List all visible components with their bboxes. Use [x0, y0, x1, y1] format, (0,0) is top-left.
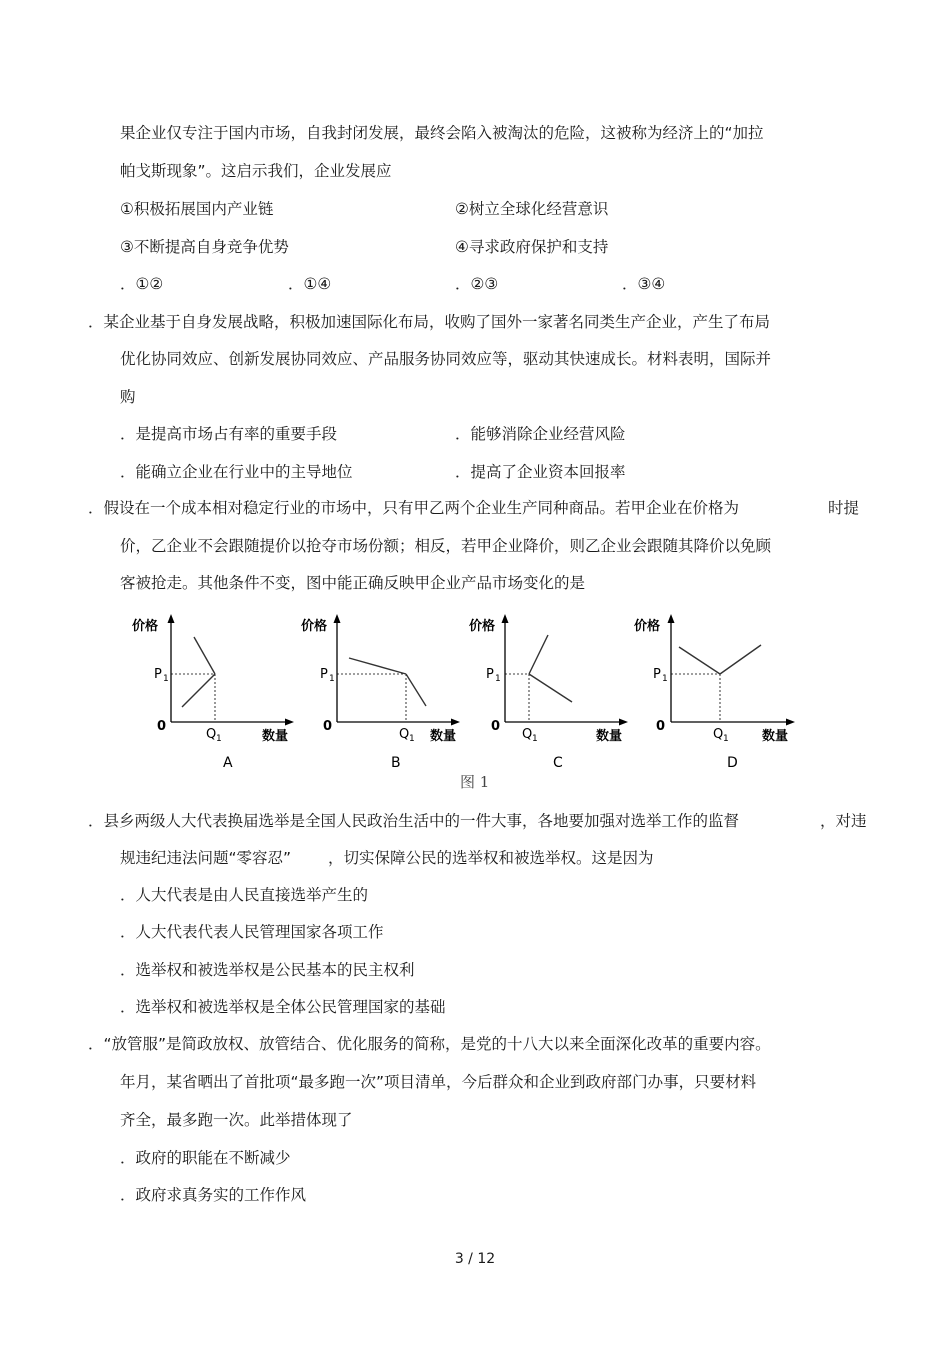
graph-c-xlabel: 数量 — [596, 729, 623, 744]
graph-d-ylabel: 价格 — [634, 619, 661, 634]
q-d-choice-b: ．人大代表代表人民管理国家各项工作 — [120, 923, 384, 941]
q-b-line-3: 购 — [120, 388, 136, 406]
q-e-choice-a: ．政府的职能在不断减少 — [120, 1149, 291, 1167]
q-d-line-2: 规违纪违法问题“零容忍” — [120, 849, 292, 867]
svg-text:1: 1 — [495, 674, 501, 684]
q-d-choice-c: ．选举权和被选举权是公民基本的民主权利 — [120, 961, 415, 979]
svg-text:1: 1 — [532, 734, 538, 744]
graph-b-ylabel: 价格 — [301, 619, 328, 634]
q-b-line-2: 优化协同效应、创新发展协同效应、产品服务协同效应等，驱动其快速成长。材料表明，国际并 — [120, 350, 772, 368]
graph-b-upper-curve — [349, 658, 406, 674]
graph-a-xlabel: 数量 — [262, 729, 289, 744]
q-a-item-4: ④寻求政府保护和支持 — [455, 238, 609, 256]
graph-c-ylabel: 价格 — [469, 619, 496, 634]
q-b-choice-d: ．提高了企业资本回报率 — [455, 463, 626, 481]
q-c-line-3: 客被抢走。其他条件不变，图中能正确反映甲企业产品市场变化的是 — [120, 574, 586, 592]
graph-c-origin: 0 — [491, 719, 501, 734]
graph-c-q-label: Q — [522, 727, 533, 742]
q-a-item-3: ③不断提高自身竞争优势 — [120, 238, 289, 256]
graph-a-lower-curve — [182, 674, 215, 707]
q-d-line-2-end: ，切实保障公民的选举权和被选举权。这是因为 — [328, 849, 654, 867]
graph-d-p-label: P — [653, 667, 661, 682]
graph-a-origin: 0 — [157, 719, 167, 734]
q-b-line-1: ．某企业基于自身发展战略，积极加速国际化布局，收购了国外一家著名同类生产企业，产生了布局 — [88, 313, 771, 331]
q-a-choice-b: ．①④ — [288, 275, 332, 293]
q-c-line-1: ．假设在一个成本相对稳定行业的市场中，只有甲乙两个企业生产同种商品。若甲企业在价格为 — [88, 499, 740, 517]
svg-text:1: 1 — [216, 734, 222, 744]
graph-d-left-curve — [679, 647, 720, 674]
graph-b-letter: B — [391, 755, 401, 771]
graph-c-letter: C — [553, 755, 563, 771]
q-a-item-1: ①积极拓展国内产业链 — [120, 200, 274, 218]
graph-c-upper-curve — [529, 635, 548, 674]
graph-a-upper-curve — [194, 637, 215, 674]
svg-text:1: 1 — [662, 674, 668, 684]
graph-a-p-label: P — [154, 667, 162, 682]
svg-text:1: 1 — [163, 674, 169, 684]
graph-b-origin: 0 — [323, 719, 333, 734]
q-b-choice-a: ．是提高市场占有率的重要手段 — [120, 425, 338, 443]
graph-d-xlabel: 数量 — [762, 729, 789, 744]
q-d-choice-a: ．人大代表是由人民直接选举产生的 — [120, 886, 369, 904]
q-a-choice-d: ．③④ — [622, 275, 666, 293]
svg-text:1: 1 — [723, 734, 729, 744]
q-a-line-1: 果企业仅专注于国内市场，自我封闭发展，最终会陷入被淘汰的危险，这被称为经济上的“加拉 — [120, 124, 764, 142]
q-e-line-1: ．“放管服”是简政放权、放管结合、优化服务的简称，是党的十八大以来全面深化改革的重要内容。 — [88, 1035, 771, 1053]
q-d-line-1-end: ，对违 — [820, 812, 867, 830]
graph-a — [130, 610, 305, 775]
graph-c-lower-curve — [529, 674, 572, 702]
graph-a-ylabel: 价格 — [132, 619, 159, 634]
svg-text:1: 1 — [329, 674, 335, 684]
page-number: 3 / 12 — [454, 1251, 496, 1267]
graph-b-q-label: Q — [399, 727, 410, 742]
graph-d-letter: D — [727, 755, 738, 771]
q-a-line-2: 帕戈斯现象”。这启示我们，企业发展应 — [120, 162, 392, 180]
graph-b-p-label: P — [320, 667, 328, 682]
graph-c — [466, 610, 641, 775]
graph-a-letter: A — [223, 755, 233, 771]
q-e-line-3: 齐全，最多跑一次。此举措体现了 — [120, 1111, 353, 1129]
q-a-choice-c: ．②③ — [455, 275, 499, 293]
graph-a-q-label: Q — [206, 727, 217, 742]
q-e-choice-b: ．政府求真务实的工作作风 — [120, 1186, 307, 1204]
graph-d-right-curve — [720, 645, 761, 674]
q-d-line-1: ．县乡两级人大代表换届选举是全国人民政治生活中的一件大事，各地要加强对选举工作的监督 — [88, 812, 740, 830]
graph-d-q-label: Q — [713, 727, 724, 742]
graph-b — [296, 610, 471, 775]
graph-b-lower-curve — [406, 674, 426, 706]
graph-d-origin: 0 — [656, 719, 666, 734]
q-c-line-2: 价，乙企业不会跟随提价以抢夺市场份额；相反，若甲企业降价，则乙企业会跟随其降价以免顾 — [120, 537, 772, 555]
q-b-choice-b: ．能够消除企业经营风险 — [455, 425, 626, 443]
graph-c-p-label: P — [486, 667, 494, 682]
q-c-line-1-end: 时提 — [828, 499, 860, 517]
graph-b-xlabel: 数量 — [430, 729, 457, 744]
q-e-line-2: 年月，某省晒出了首批项“最多跑一次”项目清单，今后群众和企业到政府部门办事，只要材料 — [120, 1073, 757, 1091]
q-a-item-2: ②树立全球化经营意识 — [455, 200, 609, 218]
q-a-choice-a: ．①② — [120, 275, 164, 293]
svg-text:1: 1 — [409, 734, 415, 744]
figure-caption: 图 1 — [460, 773, 490, 791]
graph-d — [633, 610, 808, 775]
q-d-choice-d: ．选举权和被选举权是全体公民管理国家的基础 — [120, 998, 446, 1016]
q-b-choice-c: ．能确立企业在行业中的主导地位 — [120, 463, 353, 481]
